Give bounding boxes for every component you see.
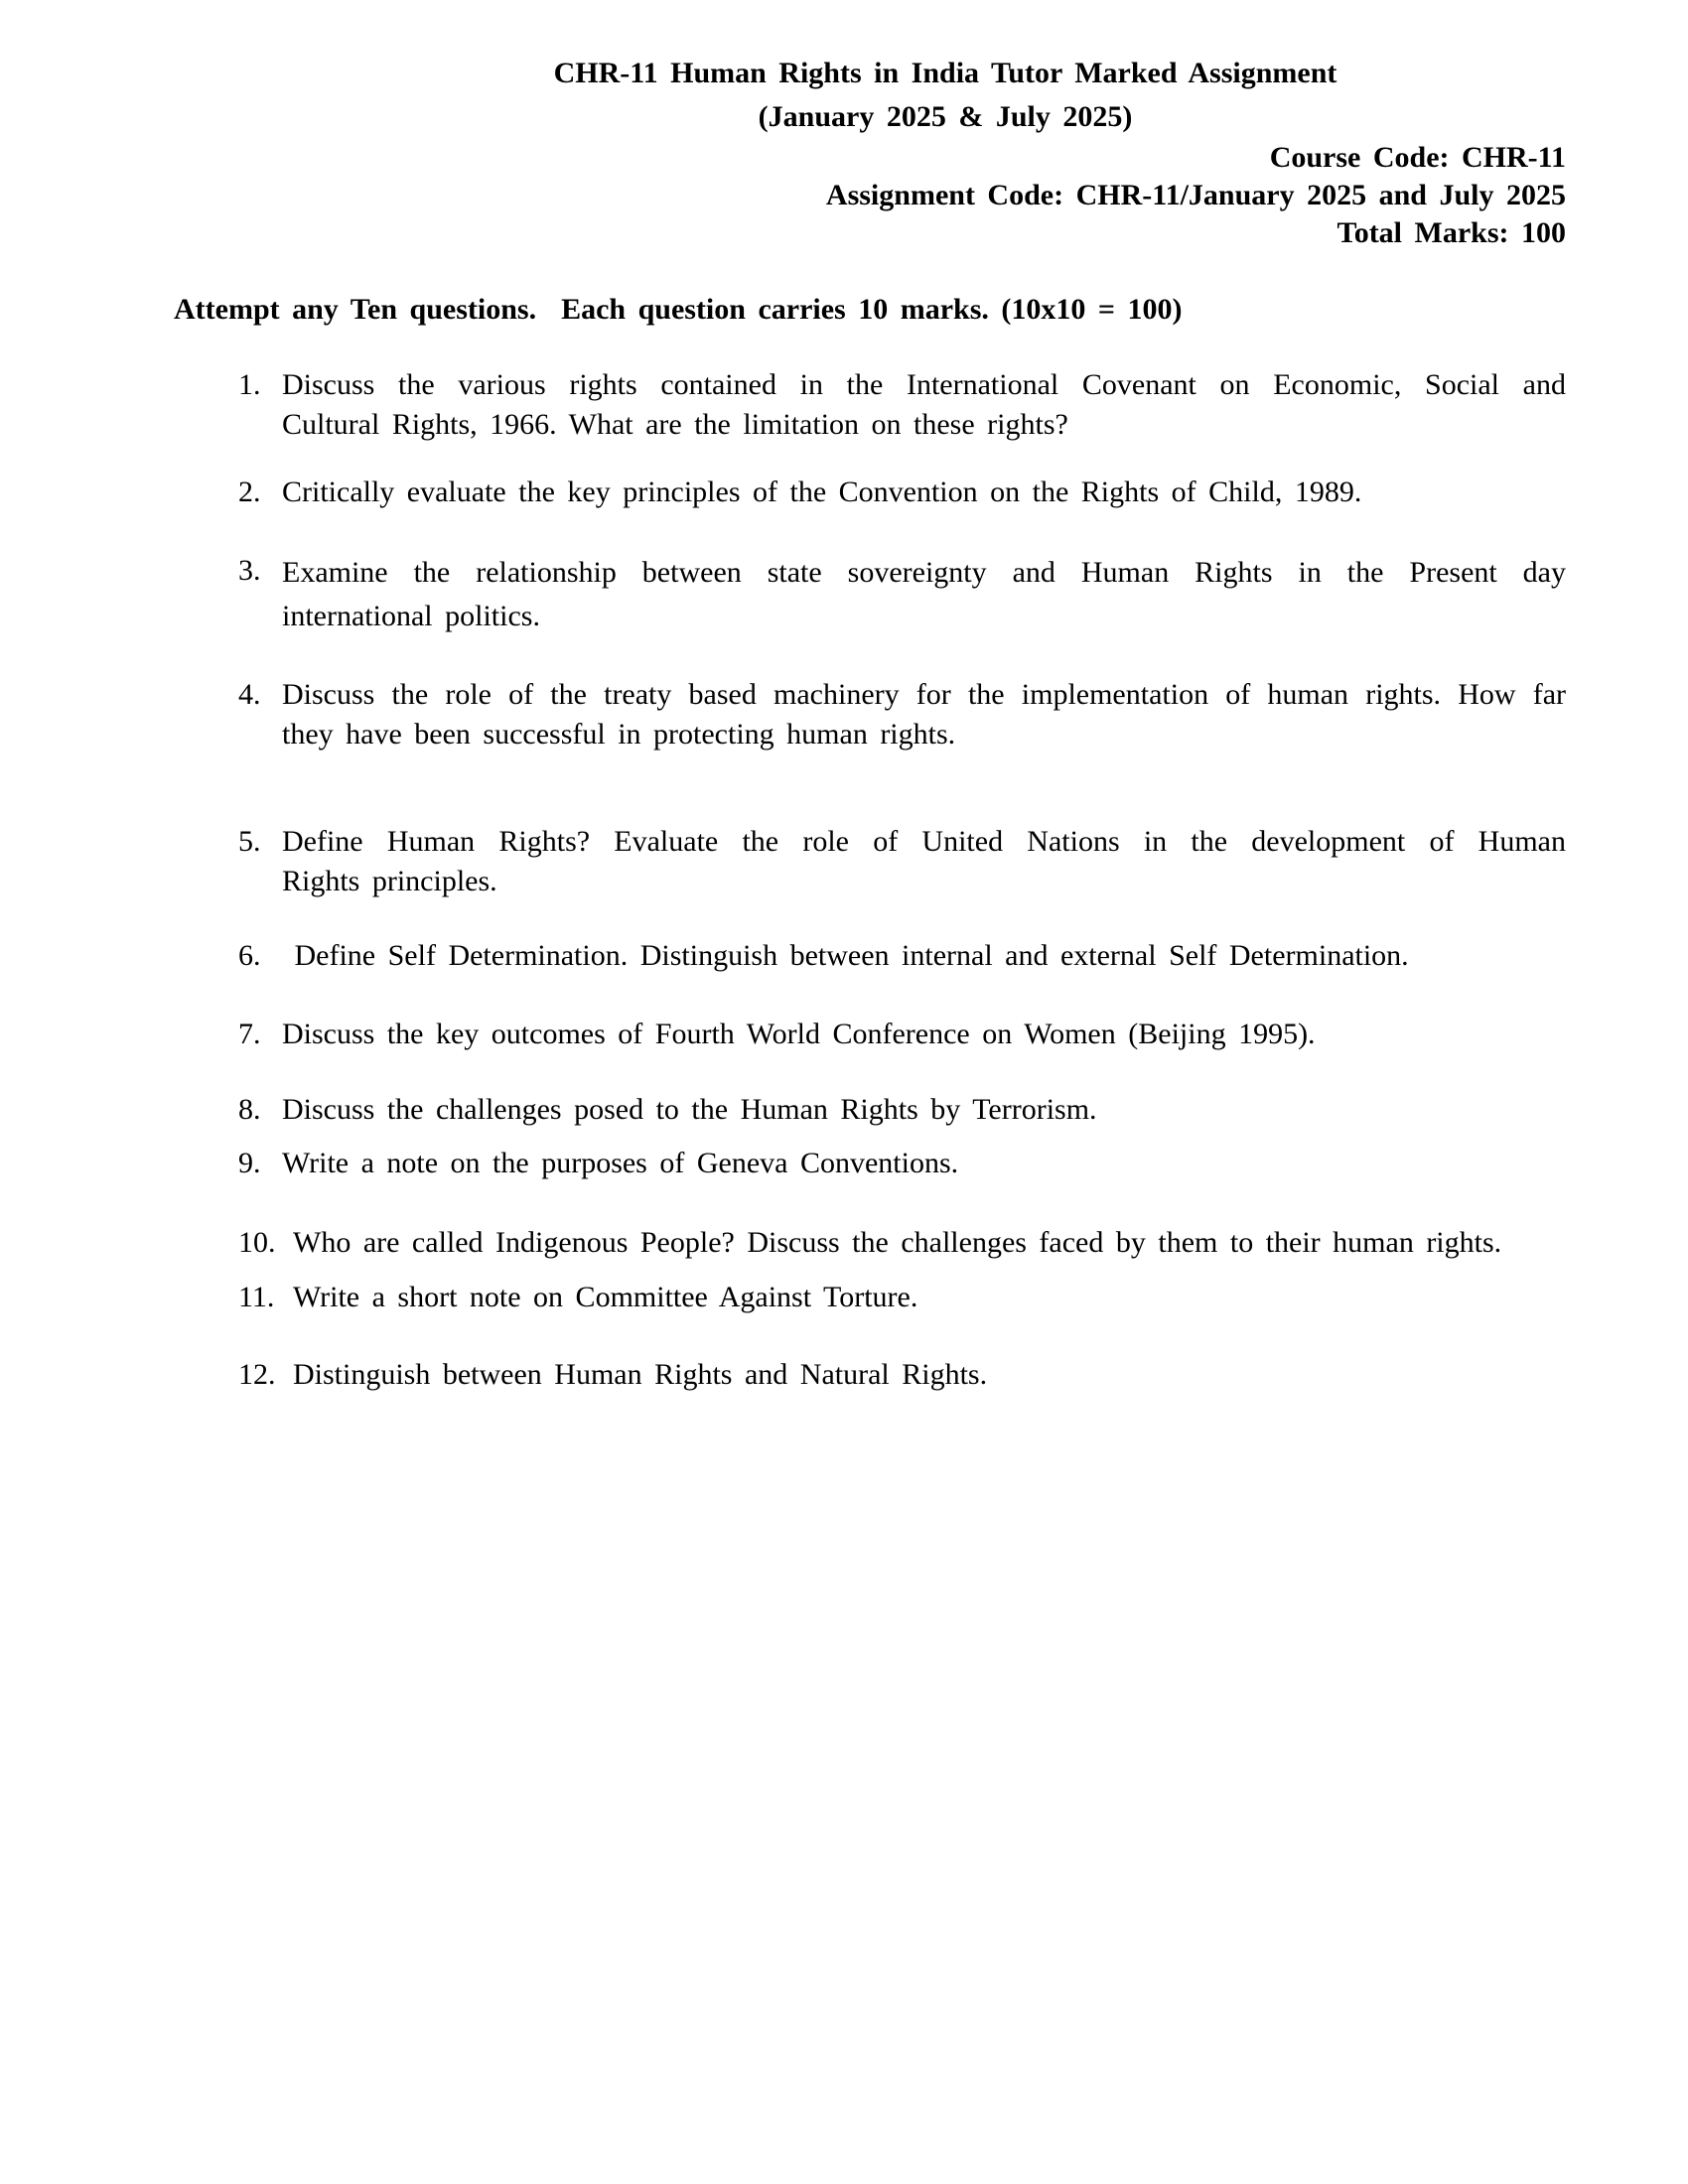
question-text: [282, 1015, 1566, 1054]
title-line-1: CHR-11 Human Rights in India Tutor Marked Assignment: [553, 57, 1337, 89]
question-item-6: [238, 936, 1566, 976]
question-item-11: [238, 1278, 1566, 1317]
question-number: 3.: [238, 554, 261, 587]
question-item-9: [238, 1144, 1566, 1183]
question-text-line: Discuss the challenges posed to the Human Rights by Terrorism.: [282, 1093, 1097, 1126]
instruction-line: Attempt any Ten questions. Each question carries 10 marks. (10x10 = 100): [174, 293, 1183, 326]
question-text: [282, 473, 1566, 512]
question-item-1: [238, 365, 1566, 445]
question-item-3: [238, 551, 1566, 638]
question-text: [293, 1355, 1566, 1395]
question-item-2: [238, 473, 1566, 512]
question-text-line: Distinguish between Human Rights and Natural Rights.: [293, 1358, 988, 1391]
question-number: 7.: [238, 1018, 261, 1050]
question-text: [282, 365, 1566, 445]
question-text-line: Discuss the role of the treaty based machinery for the implementation of human rights. How far: [282, 678, 1566, 711]
question-text-line: Examine the relationship between state sovereignty and Human Rights in the Present day: [282, 556, 1566, 589]
course-codes-block: [0, 139, 1688, 252]
question-text-line: Cultural Rights, 1966. What are the limitation on these rights?: [282, 408, 1068, 441]
question-text-line: Who are called Indigenous People? Discuss the challenges faced by them to their human rights.: [293, 1226, 1502, 1259]
total-marks: Total Marks: 100: [1336, 216, 1566, 249]
question-number: 12.: [238, 1358, 276, 1391]
question-text-line: Discuss the various rights contained in the International Covenant on Economic, Social and: [282, 368, 1566, 401]
question-text-line: Define Self Determination. Distinguish between internal and external Self Determination.: [282, 939, 1409, 972]
document-title: [0, 0, 1688, 139]
question-number: 1.: [238, 368, 261, 401]
question-number: 11.: [238, 1281, 275, 1313]
course-code: Course Code: CHR-11: [1269, 141, 1566, 174]
question-number: 10.: [238, 1226, 276, 1259]
question-item-8: [238, 1090, 1566, 1130]
question-number: 4.: [238, 678, 261, 711]
question-list: [0, 365, 1688, 1395]
question-text: [282, 1090, 1566, 1130]
question-item-4: [238, 675, 1566, 754]
question-text-line: Discuss the key outcomes of Fourth World Conference on Women (Beijing 1995).: [282, 1018, 1316, 1050]
question-text-line: Define Human Rights? Evaluate the role of United Nations in the development of Human: [282, 825, 1566, 858]
question-text: [282, 822, 1566, 901]
question-text-line: international politics.: [282, 600, 540, 632]
question-number: 5.: [238, 825, 261, 858]
assignment-code: Assignment Code: CHR-11/January 2025 and July 2025: [825, 179, 1566, 211]
question-text: [282, 675, 1566, 754]
question-text-line: Write a note on the purposes of Geneva Conventions.: [282, 1147, 959, 1179]
question-number: 6.: [238, 939, 261, 972]
question-item-12: [238, 1355, 1566, 1395]
question-text: [293, 1278, 1566, 1317]
question-number: 9.: [238, 1147, 261, 1179]
question-text-line: Rights principles.: [282, 865, 497, 897]
question-text: [293, 1223, 1566, 1263]
question-number: 8.: [238, 1093, 261, 1126]
question-text: [282, 1144, 1566, 1183]
question-text: [282, 551, 1566, 638]
title-line-2: (January 2025 & July 2025): [758, 100, 1133, 133]
question-text-line: they have been successful in protecting human rights.: [282, 718, 956, 751]
question-text-line: Write a short note on Committee Against Torture.: [293, 1281, 918, 1313]
question-item-10: [238, 1223, 1566, 1263]
question-item-7: [238, 1015, 1566, 1054]
question-item-5: [238, 822, 1566, 901]
question-text-line: Critically evaluate the key principles of the Convention on the Rights of Child, 1989.: [282, 476, 1362, 508]
question-number: 2.: [238, 476, 261, 508]
question-text: [282, 936, 1566, 976]
